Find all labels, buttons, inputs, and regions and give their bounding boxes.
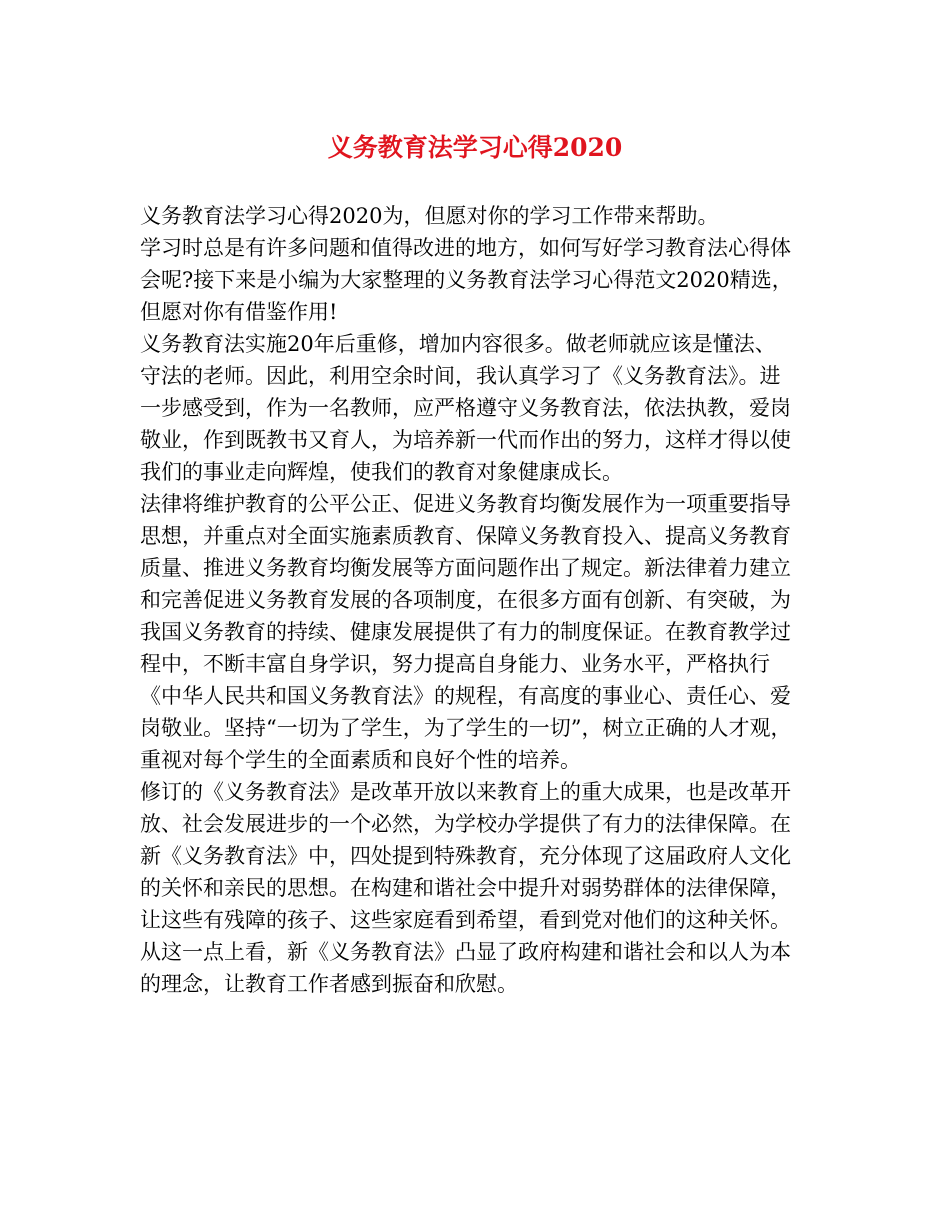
text-line: 岗敬业。坚持“一切为了学生，为了学生的一切”，树立正确的人才观， [140, 716, 792, 740]
text-line: 新《义务教育法》中，四处提到特殊教育，充分体现了这届政府人文化 [140, 844, 791, 868]
text-line: 我国义务教育的持续、健康发展提供了有力的制度保证。在教育教学过 [140, 620, 791, 644]
text-line: 一步感受到，作为一名教师，应严格遵守义务教育法，依法执教，爱岗 [140, 396, 791, 420]
text-line: 程中，不断丰富自身学识，努力提高自身能力、业务水平，严格执行 [140, 652, 770, 676]
text-line: 但愿对你有借鉴作用! [140, 300, 338, 324]
text-line: 义务教育法学习心得2020为，但愿对你的学习工作带来帮助。 [140, 204, 719, 228]
text-line: 思想，并重点对全面实施素质教育、保障义务教育投入、提高义务教育 [140, 524, 791, 548]
text-line: 会呢?接下来是小编为大家整理的义务教育法学习心得范文2020精选， [140, 268, 793, 292]
text-line: 质量、推进义务教育均衡发展等方面问题作出了规定。新法律着力建立 [140, 556, 791, 580]
text-line: 敬业，作到既教书又育人，为培养新一代而作出的努力，这样才得以使 [140, 428, 791, 452]
text-line: 守法的老师。因此，利用空余时间，我认真学习了《义务教育法》。进 [140, 364, 781, 388]
text-line: 义务教育法实施20年后重修，增加内容很多。做老师就应该是懂法、 [140, 332, 776, 356]
text-line: 和完善促进义务教育发展的各项制度，在很多方面有创新、有突破，为 [140, 588, 791, 612]
document-body [140, 200, 830, 1000]
text-line: 学习时总是有许多问题和值得改进的地方，如何写好学习教育法心得体 [140, 236, 791, 260]
text-line: 的理念，让教育工作者感到振奋和欣慰。 [140, 972, 518, 996]
text-line: 修订的《义务教育法》是改革开放以来教育上的重大成果，也是改革开 [140, 780, 791, 804]
text-line: 从这一点上看，新《义务教育法》凸显了政府构建和谐社会和以人为本 [140, 940, 791, 964]
text-line: 《中华人民共和国义务教育法》的规程，有高度的事业心、责任心、爱 [140, 684, 791, 708]
text-line: 法律将维护教育的公平公正、促进义务教育均衡发展作为一项重要指导 [140, 492, 791, 516]
text-line: 让这些有残障的孩子、这些家庭看到希望，看到党对他们的这种关怀。 [140, 908, 791, 932]
text-line: 的关怀和亲民的思想。在构建和谐社会中提升对弱势群体的法律保障， [140, 876, 791, 900]
text-line: 重视对每个学生的全面素质和良好个性的培养。 [140, 748, 581, 772]
page-title: 义务教育法学习心得2020 [327, 133, 623, 162]
text-line: 我们的事业走向辉煌，使我们的教育对象健康成长。 [140, 460, 623, 484]
text-line: 放、社会发展进步的一个必然，为学校办学提供了有力的法律保障。在 [140, 812, 791, 836]
